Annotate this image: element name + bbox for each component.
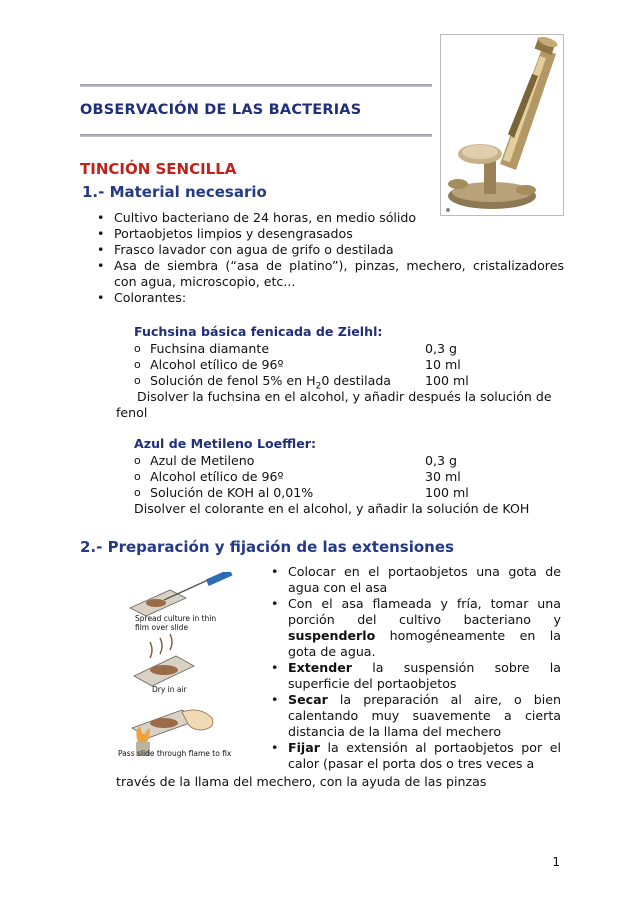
page-title: OBSERVACIÓN DE LAS BACTERIAS	[80, 102, 362, 118]
section-1-heading: 1.- Material necesario	[82, 183, 267, 201]
ingredient-name: Fuchsina diamante	[150, 341, 270, 356]
metileno-instruction: Disolver el colorante en el alcohol, y añadir la solución de KOH	[134, 501, 530, 516]
ingredient-name: Alcohol etílico de 96º	[150, 469, 284, 484]
subscript: 2	[315, 381, 322, 392]
figure-label-1	[135, 614, 216, 632]
recipe-row	[134, 373, 534, 392]
figure-label-line: Spread culture in thin	[135, 614, 217, 623]
ingredient-name: Azul de Metileno	[150, 453, 255, 468]
list-item	[94, 210, 564, 226]
list-item	[94, 242, 564, 258]
list-item-text: Frasco lavador con agua de grifo o destilada	[114, 242, 394, 257]
figure-label-2: Dry in air	[152, 685, 187, 694]
step-text: la preparación al aire, o bien calentando muy suavemente a cierta distancia de la llama del mechero	[288, 692, 561, 739]
recipe-row	[134, 469, 534, 485]
fuchsina-instruction-cont: fenol	[116, 405, 148, 420]
recipe-row	[134, 357, 534, 373]
step-text: la suspensión sobre la superficie del portaobjetos	[288, 660, 561, 691]
figure-label-3: Pass slide through flame to fix	[118, 749, 232, 758]
list-item	[94, 290, 564, 306]
ingredient-quantity: 0,3 g	[425, 453, 458, 468]
microscope-illustration	[440, 34, 564, 216]
recipe-metileno	[134, 453, 534, 501]
list-item-text: Cultivo bacteriano de 24 horas, en medio sólido	[114, 210, 417, 225]
step-text: Con el asa flameada y fría, tomar una porción del cultivo bacteriano y	[288, 596, 561, 627]
circle-bullet-icon: o	[134, 374, 141, 387]
ingredient-quantity: 100 ml	[425, 373, 469, 388]
fuchsina-instruction: Disolver la fuchsina en el alcohol, y añadir después la solución de	[137, 389, 552, 404]
ingredient-name: Solución de KOH al 0,01%	[150, 485, 314, 500]
list-item-text: Portaobjetos limpios y desengrasados	[114, 226, 353, 241]
step-text: la extensión al portaobjetos por el calor (pasar el porta dos o tres veces a	[288, 740, 561, 771]
list-item	[94, 226, 564, 242]
figure-label-line: film over slide	[135, 623, 189, 632]
step-bold: Extender	[288, 660, 353, 675]
recipe-row	[134, 453, 534, 469]
step-bold: Secar	[288, 692, 328, 707]
recipe-title-fuchsina: Fuchsina básica fenicada de Zielhl:	[134, 324, 383, 339]
ingredient-name-tail: 0 destilada	[321, 373, 392, 388]
step-bold: Fijar	[288, 740, 320, 755]
title-underline-rule	[80, 134, 432, 137]
ingredient-quantity: 100 ml	[425, 485, 469, 500]
circle-bullet-icon: o	[134, 454, 141, 467]
steps-continuation: través de la llama del mechero, con la ayuda de las pinzas	[116, 774, 487, 789]
list-item	[94, 258, 564, 290]
list-item	[268, 692, 561, 740]
circle-bullet-icon: o	[134, 486, 141, 499]
step-text: Colocar en el portaobjetos una gota de agua con el asa	[288, 564, 561, 595]
recipe-row	[134, 485, 534, 501]
list-item-text: Colorantes:	[114, 290, 187, 305]
list-item	[268, 596, 561, 660]
ingredient-name: Alcohol etílico de 96º	[150, 357, 284, 372]
circle-bullet-icon: o	[134, 358, 141, 371]
section-title: TINCIÓN SENCILLA	[80, 160, 237, 178]
ingredient-quantity: 10 ml	[425, 357, 461, 372]
recipe-row	[134, 341, 534, 357]
ingredient-quantity: 0,3 g	[425, 341, 458, 356]
list-item-text: Asa de siembra (“asa de platino”), pinzas, mechero, cristalizadores con agua, microscopio, etc...	[114, 258, 564, 289]
steps-list	[268, 564, 561, 772]
material-list	[94, 210, 564, 306]
page-number: 1	[552, 855, 560, 869]
list-item	[268, 660, 561, 692]
step-bold: suspenderlo	[288, 628, 376, 643]
circle-bullet-icon: o	[134, 470, 141, 483]
smear-preparation-illustration	[112, 572, 262, 762]
section-2-heading: 2.- Preparación y fijación de las extensiones	[80, 538, 454, 556]
recipe-fuchsina	[134, 341, 534, 392]
recipe-title-metileno: Azul de Metileno Loeffler:	[134, 436, 317, 451]
step-text: homogéneamente en la gota de agua.	[288, 628, 561, 659]
top-rule	[80, 84, 432, 87]
ingredient-name-part: Solución de fenol 5% en H	[150, 373, 316, 388]
ingredient-quantity: 30 ml	[425, 469, 461, 484]
list-item	[268, 564, 561, 596]
list-item	[268, 740, 561, 772]
circle-bullet-icon: o	[134, 342, 141, 355]
